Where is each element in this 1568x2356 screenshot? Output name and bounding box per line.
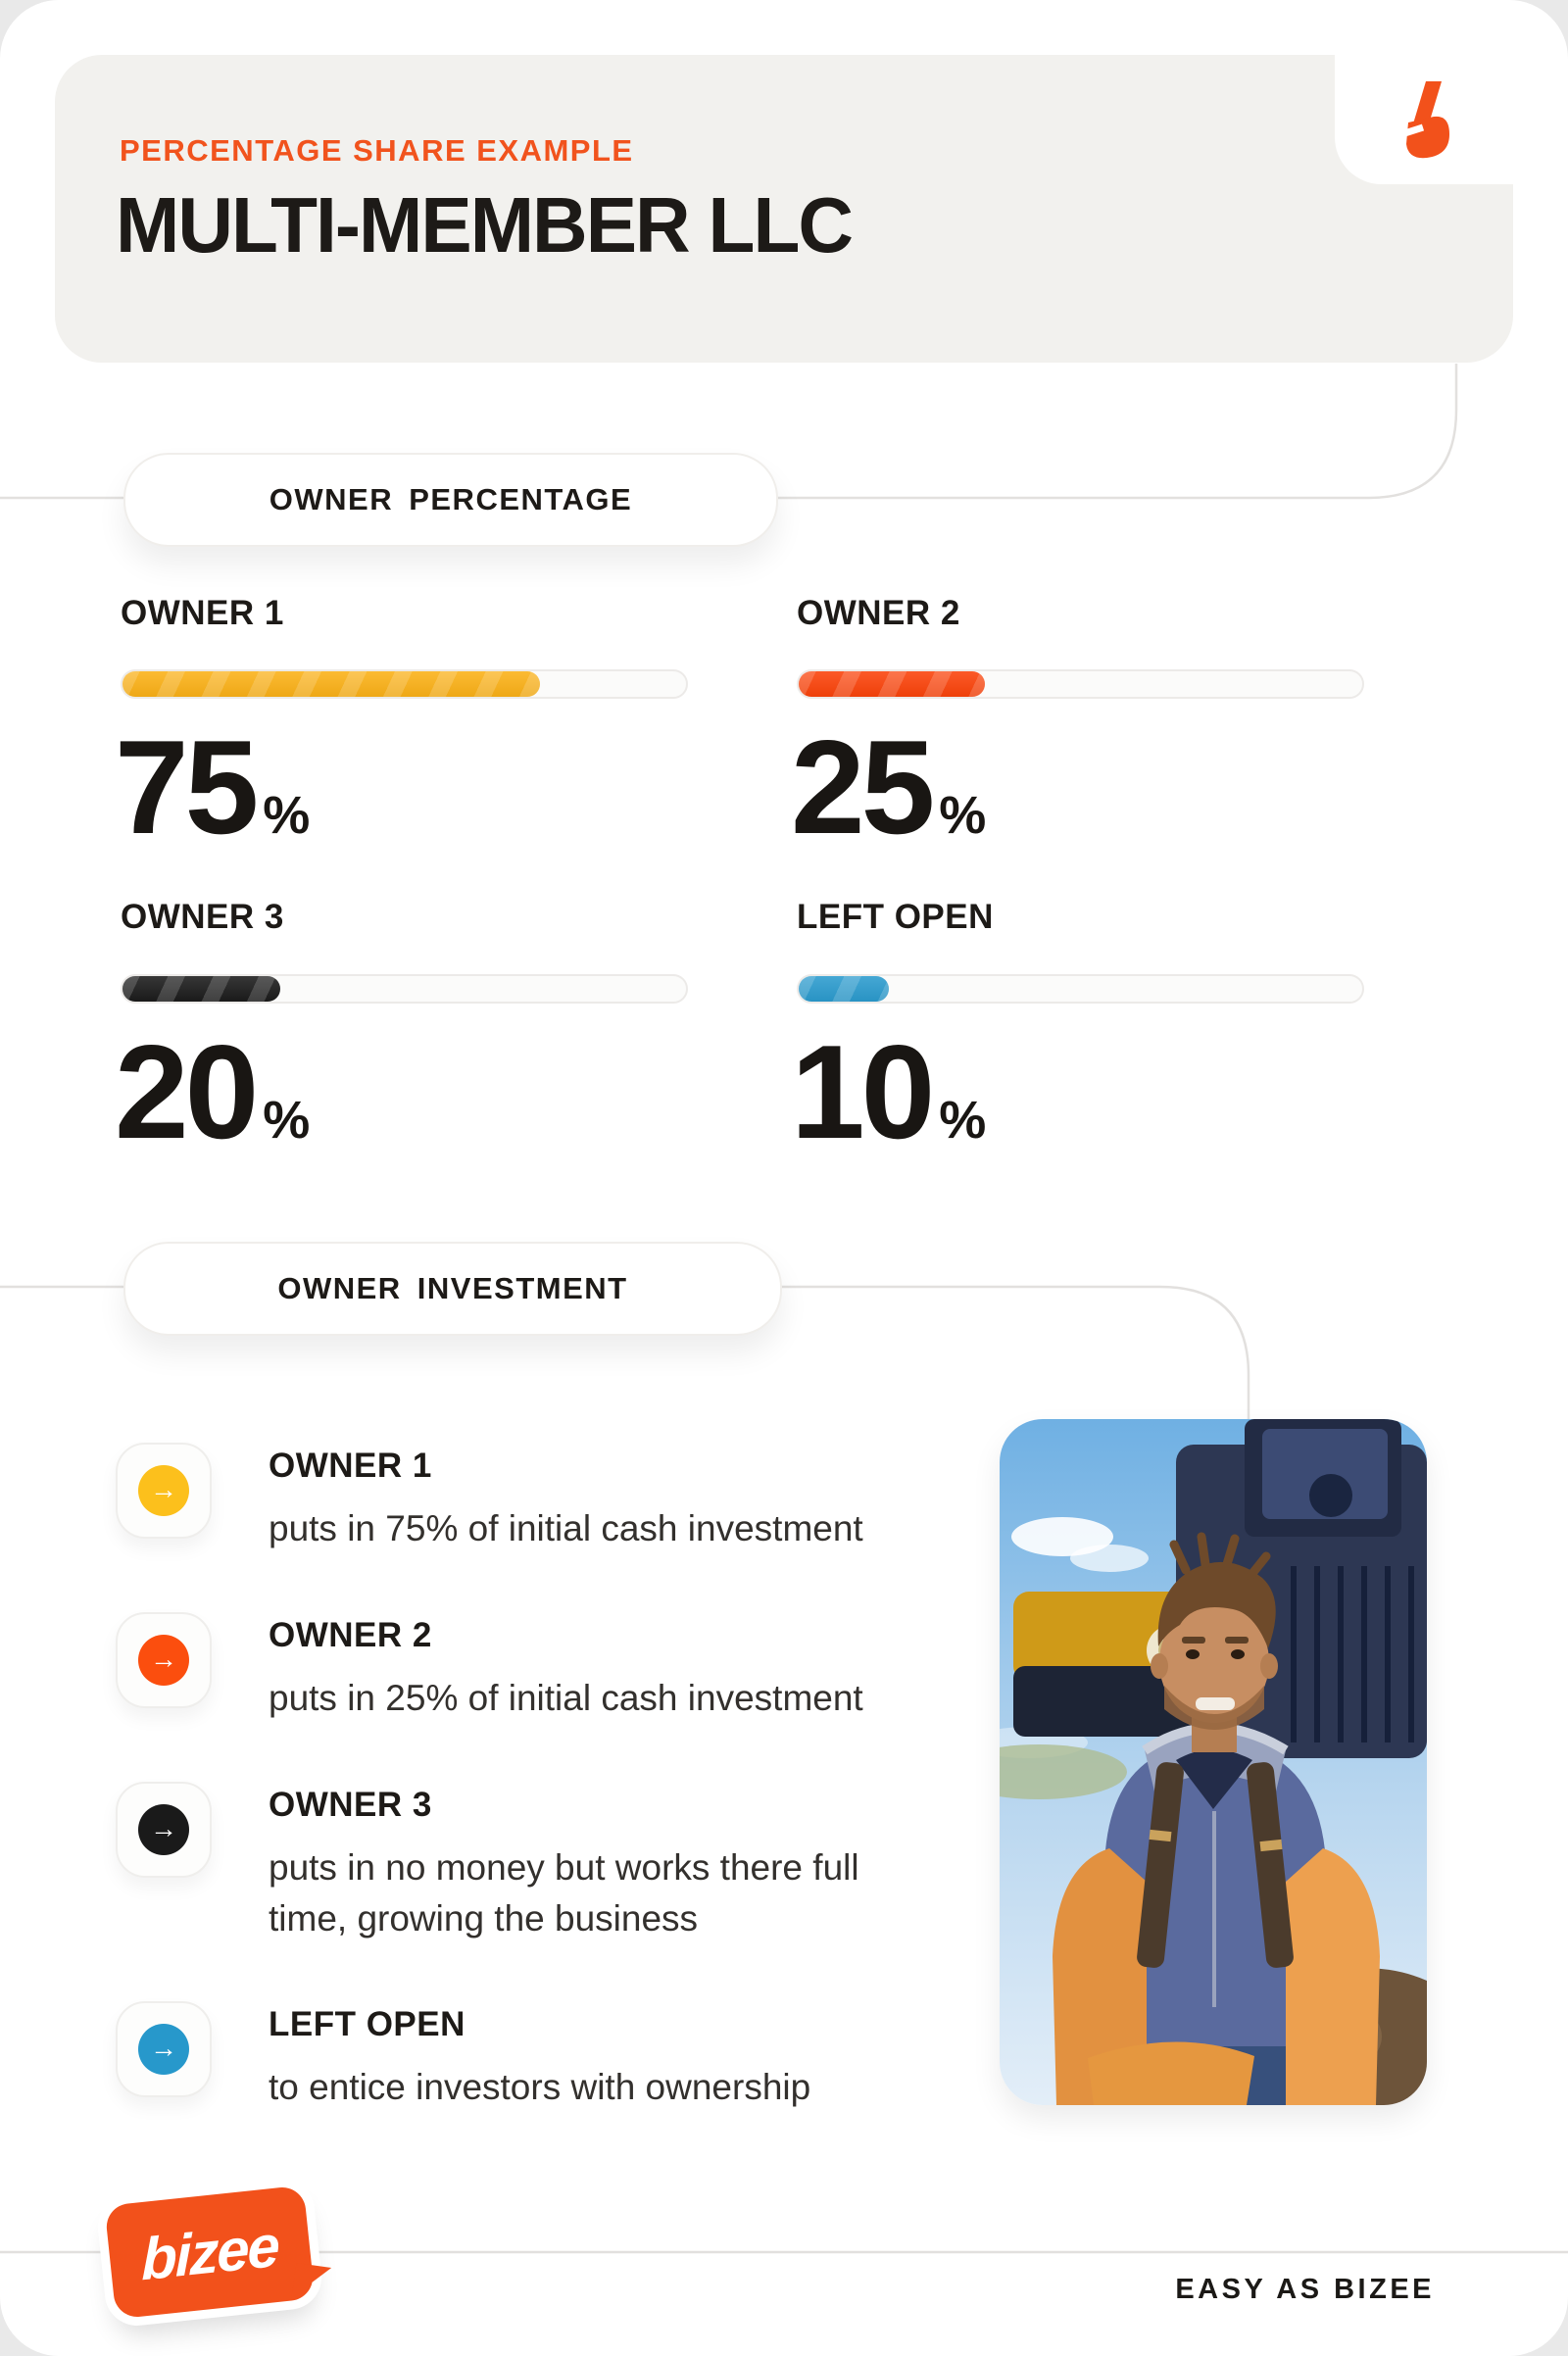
owner1-label: OWNER 1 xyxy=(121,594,284,632)
arrow-right-icon: → xyxy=(138,2024,189,2075)
owner2-progress-fill xyxy=(799,671,985,697)
logo-notch xyxy=(1335,55,1513,184)
arrow-right-icon: → xyxy=(138,1635,189,1686)
bizee-b-icon xyxy=(1396,79,1451,160)
leftopen-progress-fill xyxy=(799,976,889,1002)
leftopen-label: LEFT OPEN xyxy=(797,898,994,936)
item-title: OWNER 1 xyxy=(269,1447,432,1485)
owner2-label: OWNER 2 xyxy=(797,594,960,632)
list-item-owner3 xyxy=(116,1782,906,1944)
owner3-label: OWNER 3 xyxy=(121,898,284,936)
item-description: puts in 25% of initial cash investment xyxy=(269,1678,863,1718)
owner2-value: 25 % xyxy=(791,712,987,861)
item-title: OWNER 3 xyxy=(269,1786,432,1824)
arrow-right-icon: → xyxy=(138,1804,189,1855)
icon-tile xyxy=(116,1612,212,1708)
list-item-owner2 xyxy=(116,1612,863,1724)
item-text xyxy=(269,1443,863,1554)
leftopen-progress-track xyxy=(797,974,1364,1004)
owner2-progress-track xyxy=(797,669,1364,699)
list-item-owner1 xyxy=(116,1443,863,1554)
icon-tile xyxy=(116,1782,212,1878)
item-description: puts in no money but works there full time, growing the business xyxy=(269,1847,859,1939)
section-pill-owner-investment xyxy=(123,1242,782,1336)
arrow-right-icon: → xyxy=(138,1465,189,1516)
icon-tile xyxy=(116,2001,212,2097)
owner3-progress-fill xyxy=(122,976,280,1002)
leftopen-value: 10 % xyxy=(791,1017,987,1166)
list-item-leftopen xyxy=(116,2001,810,2113)
item-text xyxy=(269,1782,906,1944)
footer-tagline: EASY AS BIZEE xyxy=(1175,2274,1435,2305)
section-pill-owner-percentage xyxy=(123,453,778,547)
section-title-owner-percentage: OWNER PERCENTAGE xyxy=(269,482,633,516)
item-title: LEFT OPEN xyxy=(269,2005,466,2043)
item-text xyxy=(269,2001,810,2113)
item-description: puts in 75% of initial cash investment xyxy=(269,1508,863,1548)
section-title-owner-investment: OWNER INVESTMENT xyxy=(277,1271,628,1305)
header-card xyxy=(55,55,1513,363)
owner1-progress-fill xyxy=(122,671,540,697)
item-description: to entice investors with ownership xyxy=(269,2067,811,2107)
item-title: OWNER 2 xyxy=(269,1616,432,1654)
farmer-photo xyxy=(1000,1419,1427,2105)
owner1-value: 75 % xyxy=(115,712,311,861)
bizee-logo-text: bizee xyxy=(141,2211,278,2293)
owner1-progress-track xyxy=(121,669,688,699)
bizee-logo xyxy=(104,2185,315,2320)
icon-tile xyxy=(116,1443,212,1539)
farmer-illustration xyxy=(1000,1419,1427,2105)
owner3-progress-track xyxy=(121,974,688,1004)
item-text xyxy=(269,1612,863,1724)
owner3-value: 20 % xyxy=(115,1017,311,1166)
page-title: MULTI-MEMBER LLC xyxy=(116,181,853,269)
header-eyebrow: PERCENTAGE SHARE EXAMPLE xyxy=(120,133,634,168)
bizee-logo-tail xyxy=(292,2263,332,2303)
